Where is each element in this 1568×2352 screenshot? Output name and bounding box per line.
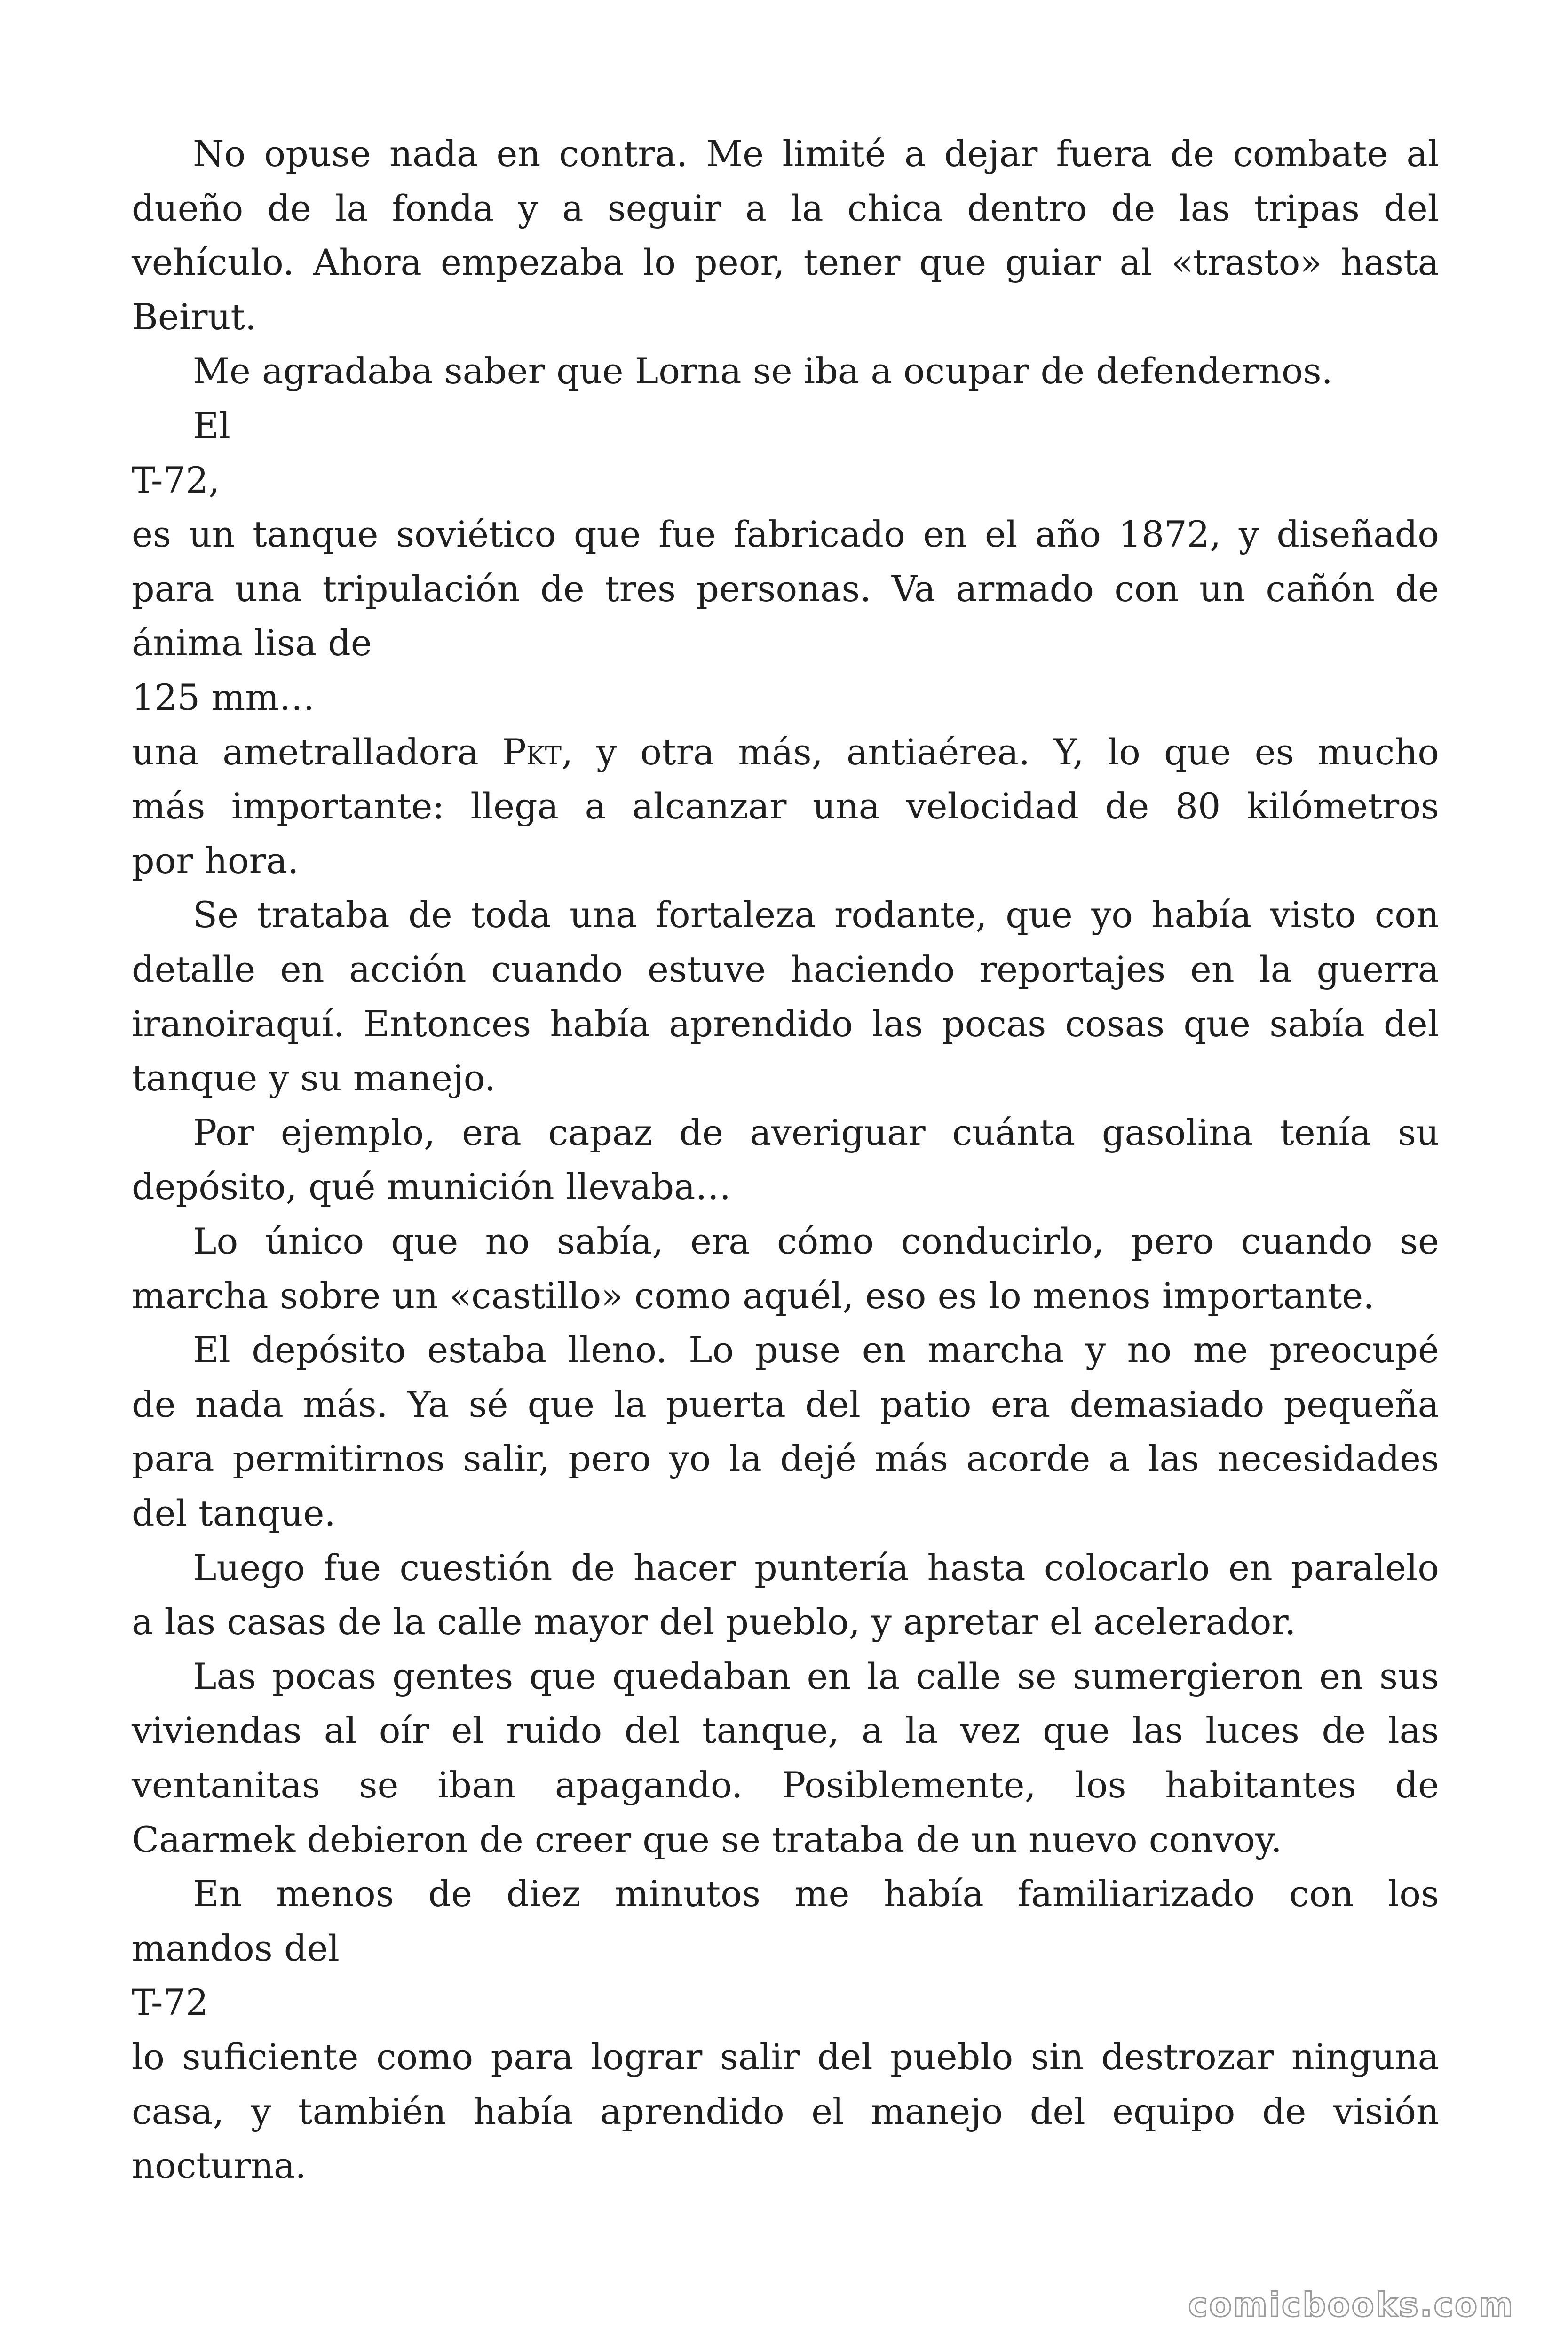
text-line: una ametralladora Pkt, y otra más, antiaérea. Y, lo que es mucho [132,731,1440,773]
text-line: depósito, qué munición llevaba… [132,1166,731,1208]
text-line: iranoiraquí. Entonces había aprendido las pocas cosas que sabía del [132,1003,1439,1045]
text-line: viviendas al oír el ruido del tanque, a la vez que las luces de las [132,1709,1439,1751]
text-line: mandos del [132,1927,340,1969]
text-line: ventanitas se iban apagando. Posiblemente, los habitantes de [132,1764,1439,1806]
text-line: T-72, [132,459,220,501]
text-line: detalle en acción cuando estuve haciendo reportajes en la guerra [132,948,1439,990]
text-line: Se trataba de toda una fortaleza rodante, que yo había visto con [193,894,1439,936]
text-line: ánima lisa de [132,622,372,664]
text-line: lo suficiente como para lograr salir del pueblo sin destrozar ninguna [132,2036,1439,2078]
text-line: tanque y su manejo. [132,1057,496,1099]
text-line: T-72 [132,1981,209,2023]
text-line: de nada más. Ya sé que la puerta del patio era demasiado pequeña [132,1383,1439,1425]
text-line: a las casas de la calle mayor del pueblo, y apretar el acelerador. [132,1601,1296,1643]
text-line: El [193,405,230,446]
text-line: 125 mm… [132,676,315,718]
text-line: del tanque. [132,1492,336,1534]
text-line: Caarmek debieron de creer que se trataba de un nuevo convoy. [132,1819,1282,1860]
text-line: más importante: llega a alcanzar una velocidad de 80 kilómetros [132,785,1439,827]
text-line: por hora. [132,840,299,882]
text-line: marcha sobre un «castillo» como aquél, eso es lo menos importante. [132,1275,1375,1317]
text-line: vehículo. Ahora empezaba lo peor, tener que guiar al «trasto» hasta [132,241,1439,283]
text-line: Luego fue cuestión de hacer puntería hasta colocarlo en paralelo [193,1547,1439,1589]
book-page [132,127,1439,2244]
text-line: es un tanque soviético que fue fabricado en el año 1872, y diseñado [132,513,1439,555]
text-line: para una tripulación de tres personas. Va armado con un cañón de [132,568,1439,610]
text-line: El depósito estaba lleno. Lo puse en marcha y no me preocupé [193,1329,1439,1371]
small-caps-word: Pkt [502,731,562,773]
text-line: casa, y también había aprendido el manejo del equipo de visión [132,2090,1439,2132]
text-line: No opuse nada en contra. Me limité a dejar fuera de combate al [193,133,1439,175]
text-line: Las pocas gentes que quedaban en la calle se sumergieron en sus [193,1655,1439,1697]
text-line: dueño de la fonda y a seguir a la chica dentro de las tripas del [132,187,1439,229]
text-line: Por ejemplo, era capaz de averiguar cuánta gasolina tenía su [193,1112,1439,1153]
text-line: nocturna. [132,2145,307,2186]
text-line: para permitirnos salir, pero yo la dejé más acorde a las necesidades [132,1438,1439,1479]
watermark-logo: comicbooks.com [1188,2286,1514,2324]
text-line: Me agradaba saber que Lorna se iba a ocupar de defendernos. [193,350,1333,392]
text-line: En menos de diez minutos me había familiarizado con los [193,1873,1439,1915]
text-line: Lo único que no sabía, era cómo conducirlo, pero cuando se [193,1220,1439,1262]
text-line: Beirut. [132,296,257,338]
